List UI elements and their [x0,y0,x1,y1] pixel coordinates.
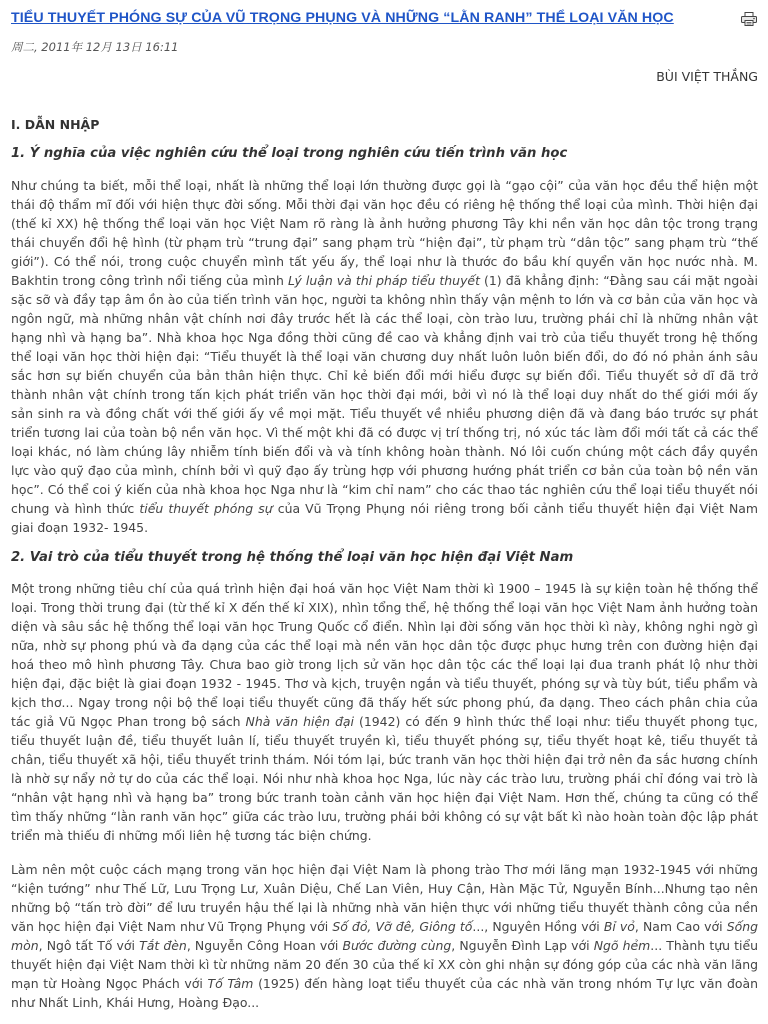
paragraph-text: , Nguyễn Công Hoan với [186,938,343,953]
paragraph-text: Một trong những tiêu chí của quá trình hiện đại hoá văn học Việt Nam thời kì 1900 – 1945 là sự kiện toàn hệ thống thể loại. Trong thời trung đại (từ thế kỉ X đến thế kỉ XIX), nhìn tổng thể, hệ thống thể loại văn học Việt Nam ảnh hưởng toàn diện và sâu sắc hệ thống thể loại văn học Trung Quốc cổ điển. Nhìn lại đời sống văn học thời kì này, không nghi ngờ gì nữa, nhờ sự phong phú và đa dạng của các thể loại mà nền văn học dân tộc được phục hưng trên con đường hiện đại hoá theo mô hình phương Tây. Chưa bao giờ trong lịch sử văn học dân tộc các thể loại lại đua tranh phát lộ như thời hiện đại, đặc biệt là giai đoạn 1932 - 1945. Thơ và kịch, truyện ngắn và tiểu thuyết, phóng sự và tùy bút, tiểu phẩm và kịch thơ... Ngay trong nội bộ thể loại tiểu thuyết cũng đã thấy hết sức phong phú, đa dạng. Theo cách phân chia của tác giả Vũ Ngọc Phan trong bộ sách [11,581,758,729]
section-heading-intro: I. DẪN NHẬP [11,117,100,132]
paragraph-text: , Nam Cao với [634,919,727,934]
book-title-italic: Bỉ vỏ [603,919,635,934]
paragraph-2 [11,579,758,845]
book-title-italic: Bước đường cùng [342,938,452,953]
printer-icon[interactable] [741,12,757,26]
paragraph-text: của Vũ Trọng Phụng nói riêng trong bối cảnh tiểu thuyết hiện đại Việt Nam giai đoạn 1932- 1945. [11,501,758,535]
genre-term-italic: tiểu thuyết phóng sự [139,501,273,516]
book-title-italic: Số đỏ, Vỡ đê, Giông tố [332,919,473,934]
publish-date: 周二, 2011年 12月 13日 16:11 [11,40,179,54]
author-name: BÙI VIỆT THẮNG [656,69,758,84]
subsection-heading-2: 2. Vai trò của tiểu thuyết trong hệ thống thể loại văn học hiện đại Việt Nam [11,550,574,565]
paragraph-text: ..., Nguyên Hồng với [472,919,604,934]
paragraph-text: Làm nên một cuộc cách mạng trong văn học hiện đại Việt Nam là phong trào Thơ mới lãng mạn 1932-1945 với những “kiện tướng” như Thế Lữ, Lưu Trọng Lư, Xuân Diệu, Chế Lan Viên, Huy Cận, Hàn Mặc Tử, Nguyễn Bính...Nhưng tạo nên những bộ “tấn trò đời” để lưu truyền hậu thế lại là những nhà văn hiện thực với những tiểu thuyết thành công của nền văn học hiện đại Việt Nam như Vũ Trọng Phụng với [11,862,758,934]
paragraph-text: , Nguyễn Đình Lạp với [451,938,594,953]
paragraph-1 [11,176,758,537]
book-title-italic: Tố Tâm [207,976,254,991]
paragraph-text: (1) đã khẳng định: “Đằng sau cái mặt ngoài sặc sỡ và đầy tạp âm ồn ào của tiến trình văn học, người ta không nhìn thấy vận mệnh to lớn và cơ bản của văn học và ngôn ngữ, mà những nhân vật chính nơi đây trước hết là các thể loại, còn trào lưu, trường phái chỉ là những nhân vật hạng nhì và hạng ba”. Nhà khoa học Nga đồng thời cũng đề cao và khẳng định vai trò của tiểu thuyết trong hệ thống thể loại văn học thời hiện đại: “Tiểu thuyết là thể loại văn chương duy nhất luôn luôn biến đổi, do đó nó phản ánh sâu sắc hơn sự biến chuyển của bản thân hiện thực. Chỉ kẻ biến đổi mới hiểu được sự biến đổi. Tiểu thuyết sở dĩ đã trở thành nhân vật chính trong tấn kịch phát triển văn học thời đại mới, bởi vì nó là thể loại duy nhất do thế giới mới ấy sản sinh ra và đồng chất với thế giới ấy về mọi mặt. Tiểu thuyết về nhiều phương diện đã và đang báo trước sự phát triển tương lai của toàn bộ nền văn học. Vì thế một khi đã có được vị trí thống trị, nó xúc tác làm đổi mới tất cả các thể loại khác, nó làm chúng lây nhiễm tính biến đổi và và tính không hoàn thành. Nó lôi cuốn chúng một cách đầy quyền lực vào quỹ đạo của mình, chính bởi vì quỹ đạo ấy trùng hợp với phương hướng phát triển cơ bản của toàn bộ nền văn học”. Có thể coi ý kiến của nhà khoa học Nga như là “kim chỉ nam” cho các thao tác nghiên cứu thể loại tiểu thuyết nói chung và hình thức [11,273,758,516]
paragraph-text: (1942) có đến 9 hình thức thể loại như: tiểu thuyết phong tục, tiểu thuyết luận đề, tiểu thuyết luân lí, tiểu thuyết truyền kì, tiểu thuyết phóng sự, tiểu thyết hoạt kê, tiểu thuyết tả chân, tiểu thuyết xã hội, tiểu thuyết trinh thám. Nói tóm lại, bức tranh văn học thời hiện đại trở nên đa sắc hương chính là nhờ sự nẩy nở tự do của các thể loại. Nói như nhà khoa học Nga, lúc này các trào lưu, trường phái chỉ đóng vai trò là “nhân vật hạng nhì và hạng ba” trong bức tranh toàn cảnh văn học hiện đại Việt Nam. Hơn thế, chúng ta cũng có thể tìm thấy những “lằn ranh văn học” giữa các trào lưu, trường phái bởi không có sự vật bất kì nào hoàn toàn độc lập phát triển mà thiếu đi những mối liên hệ tương tác biện chứng. [11,714,758,843]
article-header [11,10,758,26]
paragraph-text: , Ngô tất Tố với [38,938,140,953]
paragraph-text: ... Thành tựu tiểu thuyết hiện đại Việt Nam thời kì từ những năm 20 đến 30 của thế kỉ XX còn ghi nhận sự đóng góp của các nhà văn lãng mạn từ Hoàng Ngọc Phách với [11,938,758,991]
book-title-italic: Tắt đèn [139,938,187,953]
article-title-link[interactable]: TIỂU THUYẾT PHÓNG SỰ CỦA VŨ TRỌNG PHỤNG VÀ NHỮNG “LẰN RANH” THỂ LOẠI VĂN HỌC [11,10,674,26]
paragraph-text: (1925) đến hàng loạt tiểu thuyết của các nhà văn trong nhóm Tự lực văn đoàn như Nhất Linh, Khái Hưng, Hoàng Đạo... [11,976,758,1010]
book-title-italic: Ngõ hẻm [593,938,651,953]
paragraph-text: Như chúng ta biết, mỗi thể loại, nhất là những thể loại lớn thường được gọi là “gạo cội” của văn học đều thể hiện một thái độ thẩm mĩ đối với hiện thực đời sống. Mỗi thời đại văn học đều có riêng hệ thống thể loại của mình. Thời hiện đại (thế kỉ XX) hệ thống thể loại văn học Việt Nam rõ ràng là ảnh hưởng phương Tây khi nền văn học dân tộc trong trạng thái chuyển đổi hệ hình (từ phạm trù “trung đại” sang phạm trù “hiện đại”, từ phạm trù “dân tộc” sang phạm trù “thế giới”). Có thể nói, trong cuộc chuyển mình tất yếu ấy, thể loại như là thước đo bầu khí quyển văn học nước nhà. M. Bakhtin trong công trình nổi tiếng của mình [11,178,758,288]
subsection-heading-1: 1. Ý nghĩa của việc nghiên cứu thể loại trong nghiên cứu tiến trình văn học [11,146,568,161]
book-title-italic: Nhà văn hiện đại [245,714,354,729]
book-title-italic: Lý luận và thi pháp tiểu thuyết [287,273,480,288]
book-title-italic: Sống mòn [11,919,758,953]
paragraph-3 [11,860,758,1012]
